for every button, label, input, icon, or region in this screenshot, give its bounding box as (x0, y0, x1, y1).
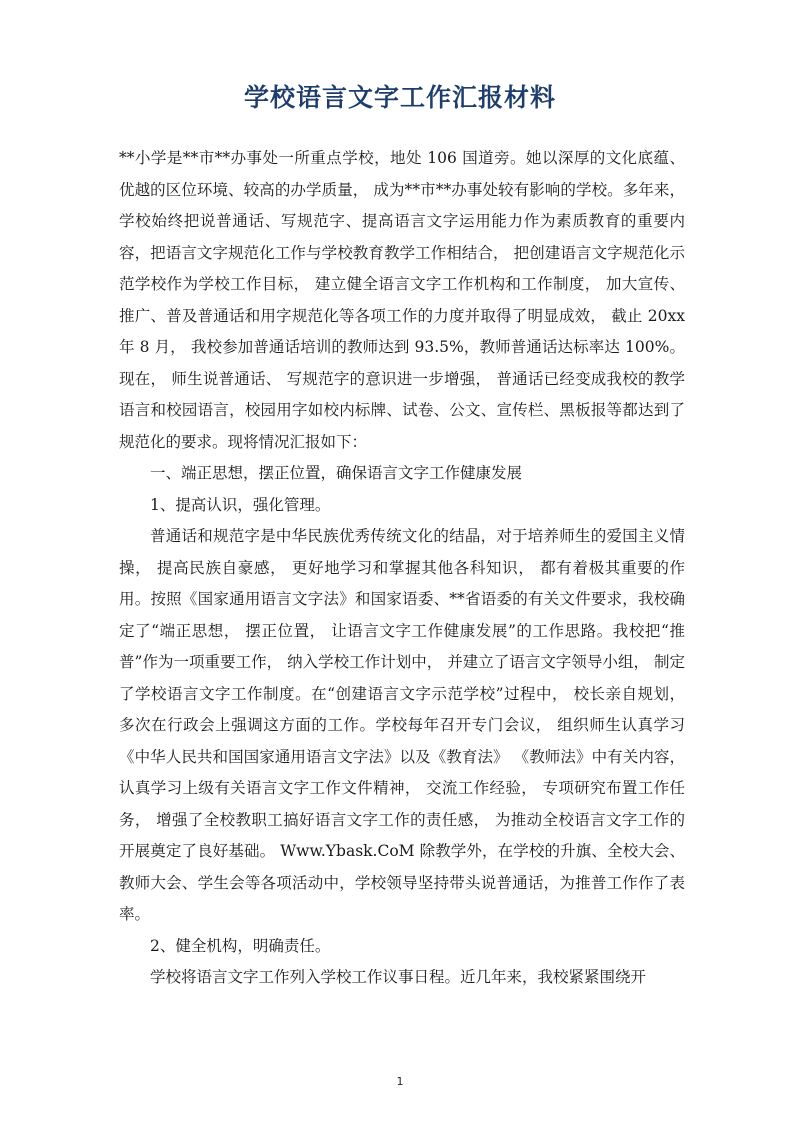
subsection-heading-1-1: 1、提高认识，强化管理。 (150, 495, 331, 514)
subsection-heading-1-2: 2、健全机构，明确责任。 (150, 936, 331, 955)
paragraph-1-1: 普通话和规范字是中华民族优秀传统文化的结晶，对于培养师生的爱国主义情操， 提高民族自豪感， 更好地学习和掌握其他各科知识， 都有着极其重要的作用。按照《国家通用语言文字法》和国家语委、**省语委的有关文件要求，我校确定了“端正思想， 摆正位置， 让语言文字工作健康发展”的工作思路。我校把“推普”作为一项重要工作， 纳入学校工作计划中， 并建立了语言文字领导小组， 制定了学校语言文字工作制度。在“创建语言文字示范学校”过程中， 校长亲自规划， 多次在行政会上强调这方面的工作。学校每年召开专门会议， 组织师生认真学习《中华人民共和国国家通用语言文字法》以及《教育法》 《教师法》中有关内容， 认真学习上级有关语言文字工作文件精神， 交流工作经验， 专项研究布置工作任务， 增强了全校教职工搞好语言文字工作的责任感， 为推动全校语言文字工作的开展奠定了良好基础。 Www.Ybask.CoM 除教学外，在学校的升旗、全校大会、教师大会、学生会等各项活动中，学校领导坚持带头说普通话，为推普工作作了表率。 (119, 527, 685, 923)
document-title: 学校语言文字工作汇报材料 (243, 83, 556, 112)
paragraph-1-2: 学校将语言文字工作列入学校工作议事日程。近几年来，我校紧紧围绕开 (150, 968, 647, 986)
page-number: 1 (396, 1075, 404, 1088)
section-heading-1: 一、端正思想，摆正位置，确保语言文字工作健康发展 (150, 464, 523, 482)
document-body (119, 143, 685, 994)
paragraph-intro: **小学是**市**办事处一所重点学校，地处 106 国道旁。她以深厚的文化底蕴、优越的区位环境、较高的办学质量， 成为**市**办事处较有影响的学校。多年来，学校始终把说普通话、写规范字、提高语言文字运用能力作为素质教育的重要内容，把语言文字规范化工作与学校教育教学工作相结合， 把创建语言文字规范化示范学校作为学校工作目标， 建立健全语言文字工作机构和工作制度， 加大宣传、推广、普及普通话和用字规范化等各项工作的力度并取得了明显成效， 截止 20xx 年 8 月， 我校参加普通话培训的教师达到 93.5%，教师普通话达标率达 100%。现在， 师生说普通话、 写规范字的意识进一步增强， 普通话已经变成我校的教学语言和校园语言，校园用字如校内标牌、试卷、公文、宣传栏、黑板报等都达到了规范化的要求。现将情况汇报如下： (119, 149, 685, 451)
